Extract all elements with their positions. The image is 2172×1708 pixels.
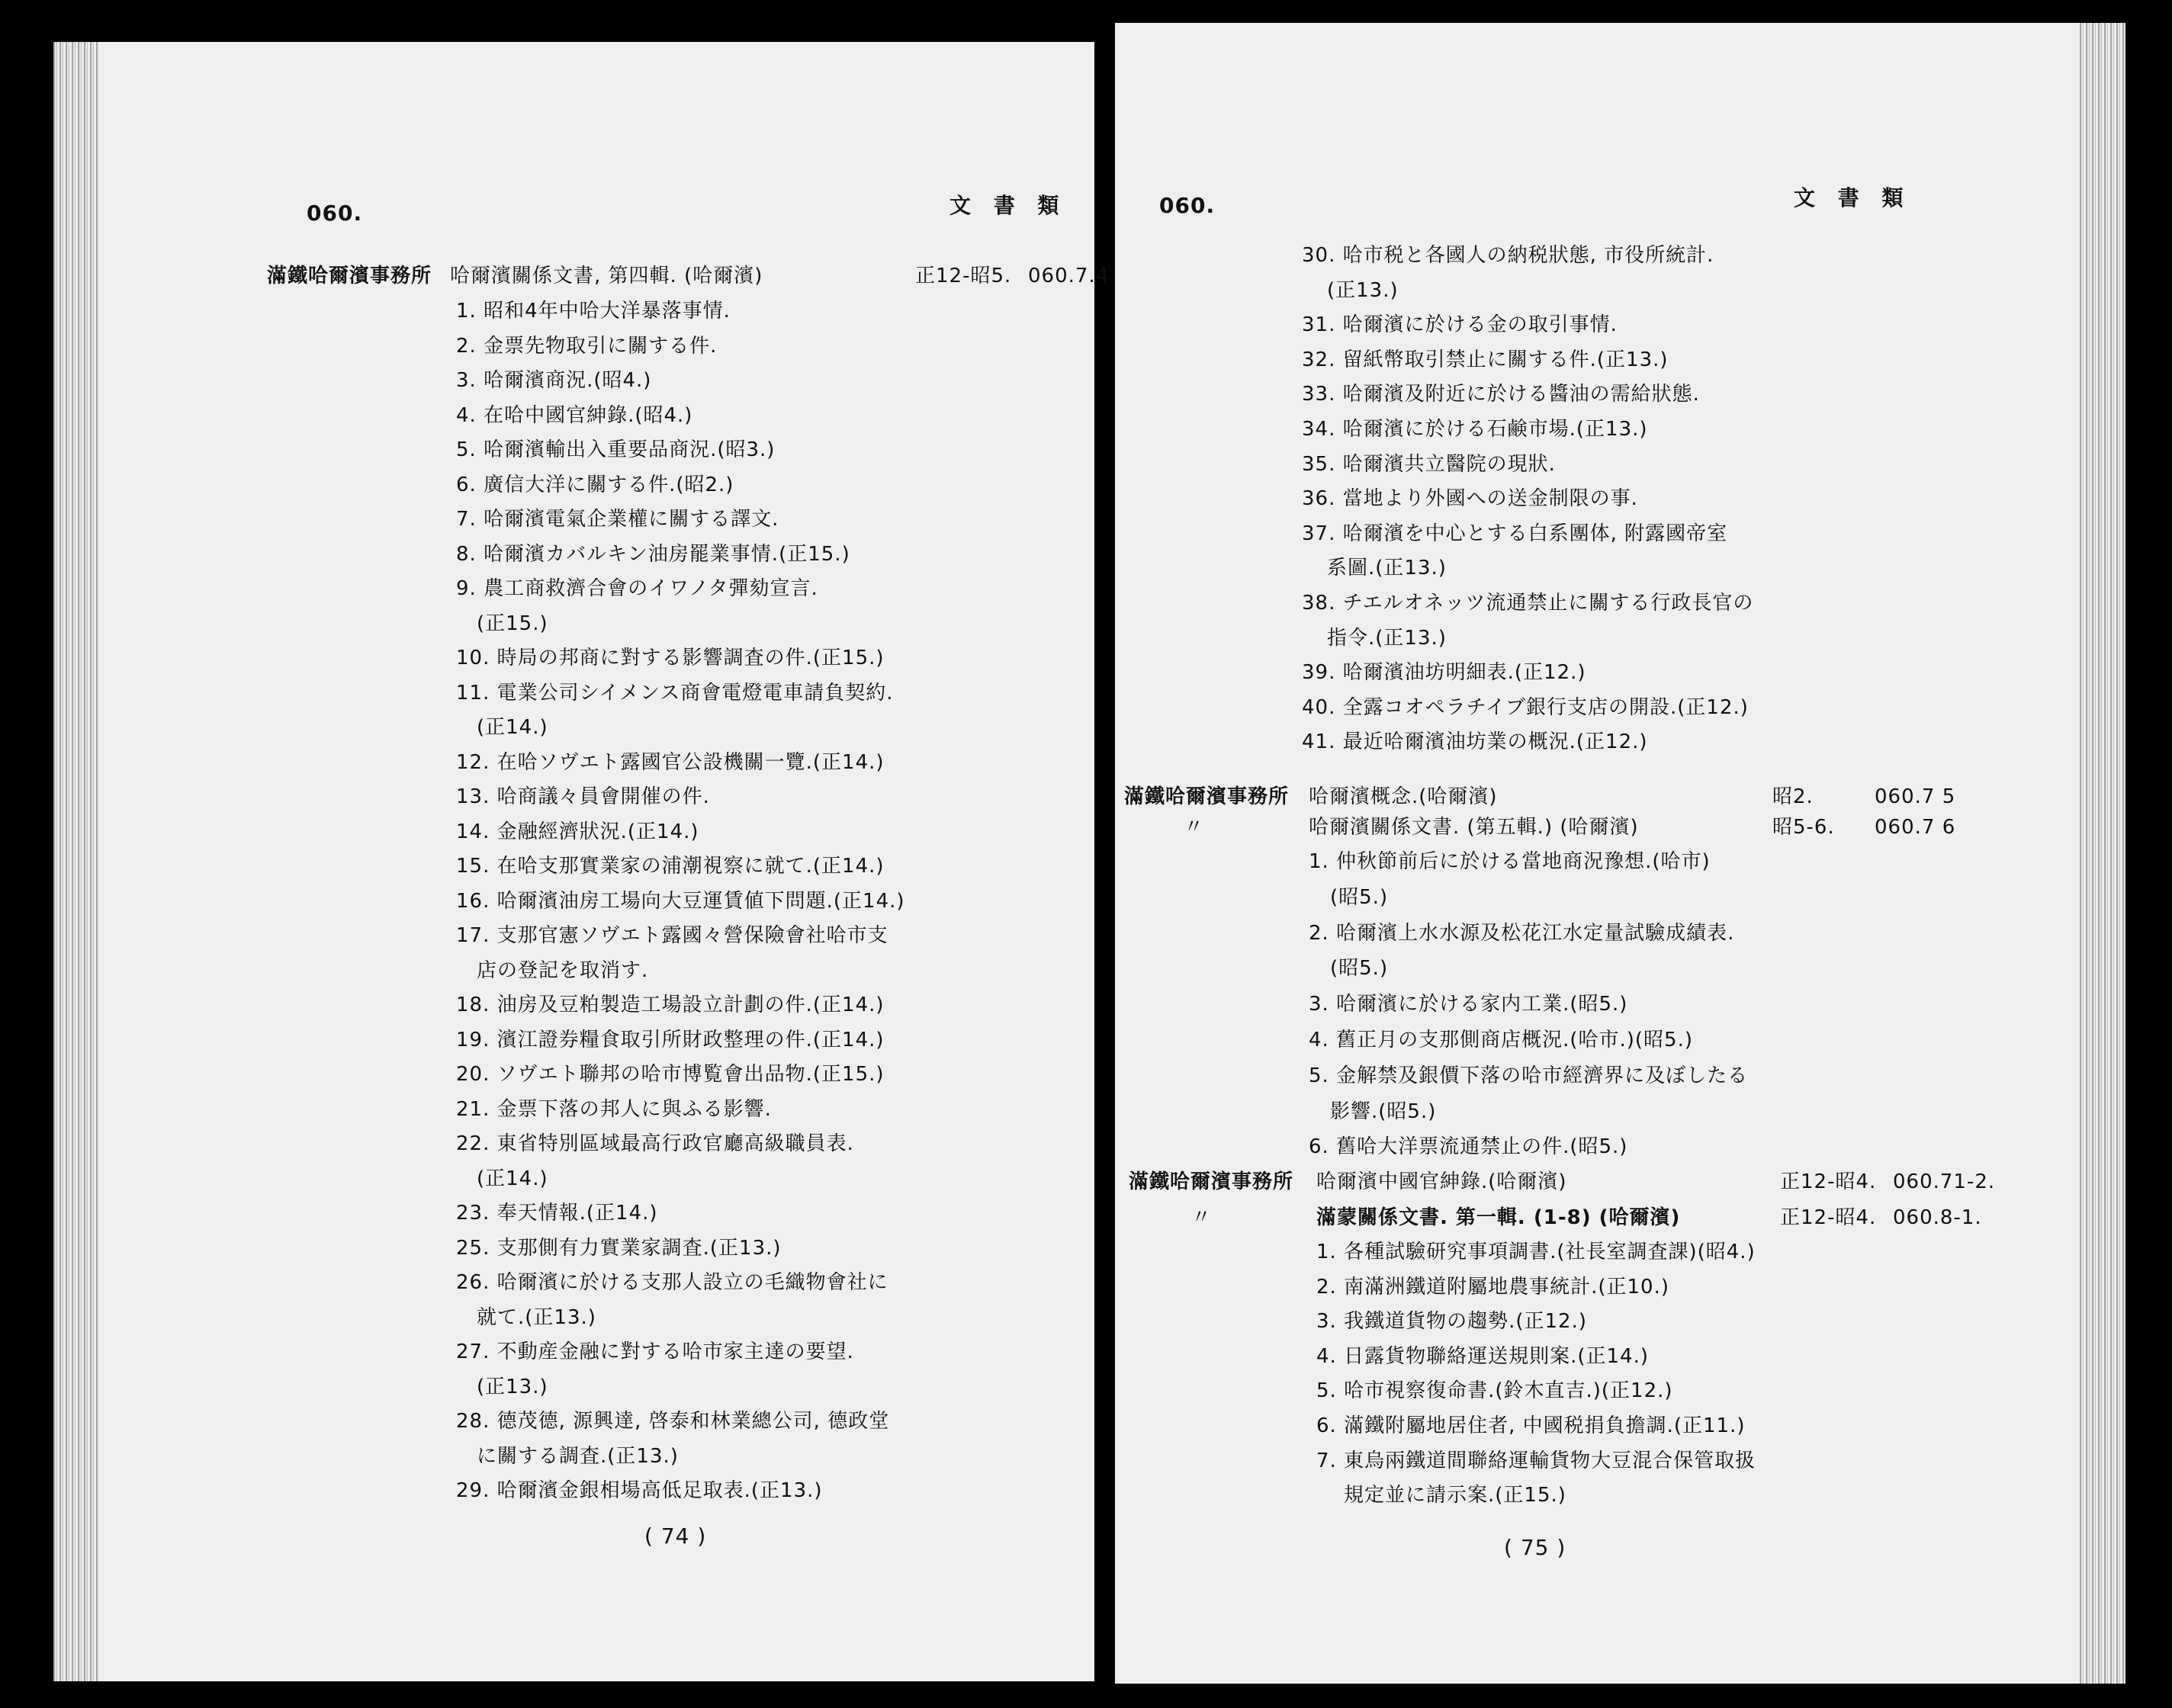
list-item: 8. 哈爾濱カバルキン油房罷業事情.(正15.) (456, 542, 850, 566)
list-item: 3. 哈爾濱に於ける家内工業.(昭5.) (1309, 993, 1628, 1016)
list-item: 4. 日露貨物聯絡運送規則案.(正14.) (1316, 1344, 1649, 1368)
list-item: 28. 德茂德, 源興達, 啓泰和林業總公司, 德政堂 (456, 1410, 890, 1433)
list-item: 4. 舊正月の支那側商店概況.(哈市.)(昭5.) (1309, 1029, 1693, 1051)
list-item: 7. 東烏兩鐵道間聯絡運輸貨物大豆混合保管取扱 (1316, 1449, 1756, 1472)
list-item: 41. 最近哈爾濱油坊業の概況.(正12.) (1302, 730, 1648, 754)
right-entry-office: 〃 (1184, 816, 1205, 839)
left-page (53, 42, 1110, 1681)
list-item: 店の登記を取消す. (477, 958, 649, 982)
right-entry-code: 060.71-2. (1893, 1170, 1996, 1193)
list-item: 就て.(正13.) (477, 1305, 596, 1329)
list-item: 5. 哈市視察復命書.(鈴木直吉.)(正12.) (1316, 1379, 1673, 1403)
list-item: (正13.) (477, 1375, 548, 1398)
left-entry-code: 060.7.4 (1028, 265, 1110, 287)
list-item: 22. 東省特別區域最高行政官廳高級職員表. (456, 1132, 854, 1155)
list-item: 11. 電業公司シイメンス商會電燈電車請負契約. (456, 681, 894, 705)
right-category-title: 文 書 類 (1794, 185, 1911, 210)
list-item: 2. 金票先物取引に關する件. (456, 334, 718, 358)
list-item: 20. ソヴエト聯邦の哈市博覧會出品物.(正15.) (456, 1063, 885, 1086)
list-item: 1. 各種試驗研究事項調書.(社長室調査課)(昭4.) (1316, 1241, 1756, 1263)
right-entry-office: 〃 (1191, 1206, 1213, 1229)
list-item: 17. 支那官憲ソヴエト露國々營保險會社哈市支 (456, 924, 888, 947)
list-item: 4. 在哈中國官紳錄.(昭4.) (456, 403, 693, 427)
list-item: 15. 在哈支那實業家の浦潮視察に就て.(正14.) (456, 855, 885, 878)
right-entry-office: 滿鐵哈爾濱事務所 (1129, 1170, 1294, 1193)
right-entry-code: 060.7 5 (1875, 785, 1956, 808)
list-item: 3. 我鐵道貨物の趨勢.(正12.) (1316, 1310, 1587, 1334)
right-entry-office: 滿鐵哈爾濱事務所 (1124, 785, 1290, 808)
list-item: 6. 廣信大洋に關する件.(昭2.) (456, 473, 734, 496)
list-item: 3. 哈爾濱商況.(昭4.) (456, 369, 652, 392)
list-item: 影響.(昭5.) (1330, 1100, 1437, 1123)
list-item: 1. 仲秋節前后に於ける當地商況豫想.(哈市) (1309, 850, 1711, 873)
list-item: 31. 哈爾濱に於ける金の取引事情. (1302, 313, 1618, 337)
right-page (1115, 23, 2125, 1684)
list-item: 14. 金融經濟狀況.(正14.) (456, 820, 699, 843)
list-item: 12. 在哈ソヴエト露國官公設機關一覽.(正14.) (456, 750, 885, 774)
list-item: (昭5.) (1330, 957, 1389, 981)
list-item: 指令.(正13.) (1327, 626, 1447, 650)
list-item: 39. 哈爾濱油坊明細表.(正12.) (1302, 661, 1586, 685)
right-entry-date: 昭2. (1772, 785, 1814, 808)
left-number-code: 060. (307, 201, 363, 226)
list-item: 7. 哈爾濱電氣企業權に關する譯文. (456, 508, 779, 531)
page-edge-shading (2080, 23, 2125, 1684)
list-item: 26. 哈爾濱に於ける支那人設立の毛織物會社に (456, 1271, 888, 1294)
list-item: (正13.) (1327, 278, 1399, 302)
list-item: 規定並に請示案.(正15.) (1344, 1484, 1566, 1507)
list-item: 33. 哈爾濱及附近に於ける醬油の需給狀態. (1302, 383, 1700, 406)
list-item: 6. 滿鐵附屬地居住者, 中國税捐負擔調.(正11.) (1316, 1414, 1746, 1437)
list-item: (昭5.) (1330, 885, 1389, 909)
page-edge-shading (53, 42, 99, 1681)
right-page-number: ( 75 ) (1504, 1535, 1566, 1560)
list-item: 6. 舊哈大洋票流通禁止の件.(昭5.) (1309, 1135, 1628, 1159)
right-entry-date: 正12-昭4. (1780, 1170, 1877, 1193)
list-item: 36. 當地より外國への送金制限の事. (1302, 487, 1638, 511)
list-item: 27. 不動産金融に對する哈市家主達の要望. (456, 1340, 854, 1363)
left-page-number: ( 74 ) (644, 1523, 707, 1549)
right-entry-title: 哈爾濱中國官紳錄.(哈爾濱) (1316, 1170, 1567, 1193)
list-item: 2. 哈爾濱上水水源及松花江水定量試驗成績表. (1309, 921, 1735, 945)
list-item: 16. 哈爾濱油房工場向大豆運賃値下問題.(正14.) (456, 889, 905, 913)
list-item: 29. 哈爾濱金銀相場高低足取表.(正13.) (456, 1479, 823, 1502)
list-item: 19. 濱江證券糧食取引所財政整理の件.(正14.) (456, 1028, 885, 1051)
list-item: 9. 農工商救濟合會のイワノタ彈劾宣言. (456, 577, 818, 600)
list-item: 38. チエルオネッツ流通禁止に關する行政長官の (1302, 592, 1754, 615)
right-entry-code: 060.8-1. (1893, 1206, 1982, 1229)
list-item: 18. 油房及豆粕製造工場設立計劃の件.(正14.) (456, 994, 885, 1016)
list-item: 13. 哈商議々員會開催の件. (456, 785, 710, 808)
list-item: 21. 金票下落の邦人に與ふる影響. (456, 1097, 772, 1121)
list-item: 34. 哈爾濱に於ける石鹸市場.(正13.) (1302, 418, 1648, 441)
right-entry-date: 正12-昭4. (1780, 1206, 1877, 1229)
right-entry-title: 哈爾濱概念.(哈爾濱) (1309, 785, 1498, 808)
right-number-code: 060. (1159, 193, 1216, 218)
list-item: に關する調査.(正13.) (477, 1444, 679, 1468)
list-item: 5. 哈爾濱輸出入重要品商況.(昭3.) (456, 438, 776, 461)
list-item: (正14.) (477, 1167, 548, 1190)
list-item: 23. 奉天情報.(正14.) (456, 1202, 658, 1225)
list-item: 10. 時局の邦商に對する影響調査の件.(正15.) (456, 647, 885, 669)
list-item: 40. 全露コオペラチイブ銀行支店の開設.(正12.) (1302, 695, 1749, 719)
right-entry-code: 060.7 6 (1875, 816, 1956, 839)
list-item: 35. 哈爾濱共立醫院の現狀. (1302, 452, 1556, 476)
list-item: 32. 留紙幣取引禁止に關する件.(正13.) (1302, 348, 1669, 371)
list-item: 5. 金解禁及銀價下落の哈市經濟界に及ぼしたる (1309, 1064, 1749, 1087)
list-item: 2. 南滿洲鐵道附屬地農事統計.(正10.) (1316, 1275, 1669, 1299)
list-item: 系圖.(正13.) (1327, 557, 1447, 580)
list-item: 37. 哈爾濱を中心とする白系團体, 附露國帝室 (1302, 522, 1728, 545)
list-item: 1. 昭和4年中哈大洋暴落事情. (456, 300, 731, 323)
right-entry-title: 哈爾濱關係文書. (第五輯.) (哈爾濱) (1309, 816, 1639, 839)
right-entry-title: 滿蒙關係文書. 第一輯. (1-8) (哈爾濱) (1316, 1206, 1681, 1229)
left-category-title: 文 書 類 (949, 193, 1067, 218)
list-item: (正14.) (477, 716, 548, 739)
right-entry-date: 昭5-6. (1772, 816, 1835, 839)
left-entry-title: 哈爾濱關係文書, 第四輯. (哈爾濱) (450, 265, 763, 287)
left-office: 滿鐵哈爾濱事務所 (267, 265, 432, 287)
list-item: (正15.) (477, 612, 548, 635)
left-entry-date: 正12-昭5. (915, 265, 1012, 287)
list-item: 25. 支那側有力實業家調査.(正13.) (456, 1236, 782, 1260)
list-item: 30. 哈市税と各國人の納税狀態, 市役所統計. (1302, 244, 1714, 267)
